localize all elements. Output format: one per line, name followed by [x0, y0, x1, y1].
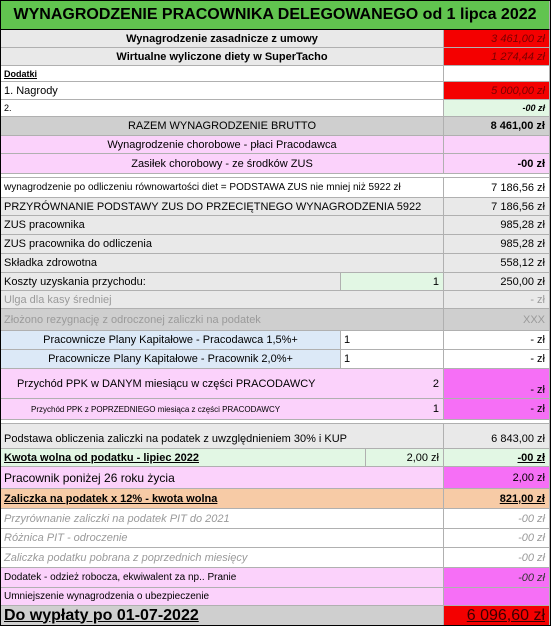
label-cell: Podstawa obliczenia zaliczki na podatek z uwzględnieniem 30% i KUP: [1, 424, 444, 449]
label-cell: Kwota wolna od podatku - lipiec 2022: [1, 449, 366, 467]
value-cell: - zł: [444, 291, 550, 309]
row-advance: [1, 489, 550, 509]
row-ppk-employee: [1, 350, 550, 369]
row-item2: [1, 100, 550, 117]
value-cell: 7 186,56 zł: [444, 178, 550, 198]
row-virtual-diets: [1, 48, 550, 66]
value-cell: 6 843,00 zł: [444, 424, 550, 449]
row-pit-prev: [1, 548, 550, 568]
value-cell: -00 zł: [444, 529, 550, 548]
label-cell: Zaliczka na podatek x 12% - kwota wolna: [1, 489, 444, 509]
value-cell: - zł: [444, 399, 550, 420]
multiplier-cell[interactable]: 2,00 zł: [366, 449, 444, 467]
row-zus-deduct: [1, 235, 550, 254]
row-ulga: [1, 291, 550, 309]
value-cell[interactable]: 1 274,44 zł: [444, 48, 550, 66]
label-cell: Przychód PPK w DANYM miesiącu w części PRACODAWCY: [1, 369, 444, 399]
row-costs: [1, 273, 550, 291]
value-cell: 250,00 zł: [444, 273, 550, 291]
label-cell: Zasiłek chorobowy - ze środków ZUS: [1, 154, 444, 174]
value-cell[interactable]: XXX: [444, 309, 550, 331]
label-cell: Wynagrodzenie chorobowe - płaci Pracodawca: [1, 136, 444, 154]
value-cell: 7 186,56 zł: [444, 198, 550, 216]
label-cell: PRZYRÓWNANIE PODSTAWY ZUS DO PRZECIĘTNEGO WYNAGRODZENIA 5922: [1, 198, 444, 216]
label-cell: RAZEM WYNAGRODZENIE BRUTTO: [1, 117, 444, 136]
row-free-amount: [1, 449, 550, 467]
value-cell[interactable]: [444, 136, 550, 154]
sheet-title: WYNAGRODZENIE PRACOWNIKA DELEGOWANEGO od 1 lipca 2022: [1, 1, 550, 30]
payout-value: 6 096,60 zł: [444, 606, 550, 625]
value-cell: - zł: [444, 331, 550, 350]
value-cell: 821,00 zł: [444, 489, 550, 509]
row-zus-base: [1, 178, 550, 198]
row-payout: [1, 606, 550, 625]
value-cell[interactable]: 2,00 zł: [444, 467, 550, 489]
payout-label: Do wypłaty po 01-07-2022: [1, 606, 444, 625]
value-cell: - zł: [444, 350, 550, 369]
row-resign: [1, 309, 550, 331]
row-pit2021: [1, 509, 550, 529]
value-cell: 985,28 zł: [444, 216, 550, 235]
label-cell: Pracownicze Plany Kapitałowe - Pracodawca 1,5%+: [1, 331, 341, 350]
row-nagrody: [1, 82, 550, 100]
label-cell: 1. Nagrody: [1, 82, 444, 100]
row-zus-employee: [1, 216, 550, 235]
multiplier-cell[interactable]: 1: [341, 273, 444, 291]
label-cell: Składka zdrowotna: [1, 254, 444, 273]
label-cell: Wirtualne wyliczone diety w SuperTacho: [1, 48, 444, 66]
label-cell: Koszty uzyskania przychodu:: [1, 273, 341, 291]
row-sick-zus: [1, 154, 550, 174]
label-cell: Przychód PPK z POPRZEDNIEGO miesiąca z części PRACODAWCY: [1, 399, 444, 420]
section-label: Dodatki: [1, 66, 444, 82]
title-row: [1, 1, 550, 30]
row-tax-base: [1, 424, 550, 449]
label-cell: ZUS pracownika do odliczenia: [1, 235, 444, 254]
value-cell: - zł: [444, 369, 550, 399]
label-cell: 2.: [1, 100, 444, 117]
value-cell[interactable]: 3 461,00 zł: [444, 30, 550, 48]
multiplier-cell[interactable]: 2: [381, 369, 444, 399]
label-cell: Ulga dla kasy średniej: [1, 291, 444, 309]
multiplier-cell[interactable]: 1: [341, 350, 444, 369]
row-under26: [1, 467, 550, 489]
row-zus-compare: [1, 198, 550, 216]
label-cell: Zaliczka podatku pobrana z poprzednich miesięcy: [1, 548, 444, 568]
value-cell[interactable]: 5 000,00 zł: [444, 82, 550, 100]
value-cell: 985,28 zł: [444, 235, 550, 254]
label-cell: Przyrównanie zaliczki na podatek PIT do 2021: [1, 509, 444, 529]
row-pit-diff: [1, 529, 550, 548]
label-cell: Złożono rezygnację z odroczonej zaliczki na podatek: [1, 309, 444, 331]
row-addon: [1, 568, 550, 588]
value-cell[interactable]: -00 zł: [444, 568, 550, 588]
row-base-salary: [1, 30, 550, 48]
label-cell: Pracownik poniżej 26 roku życia: [1, 467, 444, 489]
row-health: [1, 254, 550, 273]
label-cell: Dodatek - odzież robocza, ekwiwalent za np.. Pranie: [1, 568, 444, 588]
value-cell: -00 zł: [444, 548, 550, 568]
value-cell: 558,12 zł: [444, 254, 550, 273]
label-cell: ZUS pracownika: [1, 216, 444, 235]
value-cell[interactable]: -00 zł: [444, 154, 550, 174]
multiplier-cell[interactable]: 1: [381, 399, 444, 420]
row-ppk-prev: [1, 399, 550, 420]
row-sick-employer: [1, 136, 550, 154]
row-ppk-income: [1, 369, 550, 399]
label-cell: wynagrodzenie po odliczeniu równowartości diet = PODSTAWA ZUS nie mniej niż 5922 zł: [1, 178, 444, 198]
value-cell: 8 461,00 zł: [444, 117, 550, 136]
row-ppk-employer: [1, 331, 550, 350]
empty-cell: [444, 66, 550, 82]
value-cell: -00 zł: [444, 509, 550, 529]
value-cell[interactable]: -00 zł: [444, 100, 550, 117]
row-insurance: [1, 588, 550, 606]
row-gross-total: [1, 117, 550, 136]
multiplier-cell[interactable]: 1: [341, 331, 444, 350]
value-cell[interactable]: [444, 588, 550, 606]
label-cell: Wynagrodzenie zasadnicze z umowy: [1, 30, 444, 48]
label-cell: Umniejszenie wynagrodzenia o ubezpieczenie: [1, 588, 444, 606]
row-dodatki: [1, 66, 550, 82]
label-cell: Pracownicze Plany Kapitałowe - Pracownik 2,0%+: [1, 350, 341, 369]
label-cell: Różnica PIT - odroczenie: [1, 529, 444, 548]
value-cell: -00 zł: [444, 449, 550, 467]
